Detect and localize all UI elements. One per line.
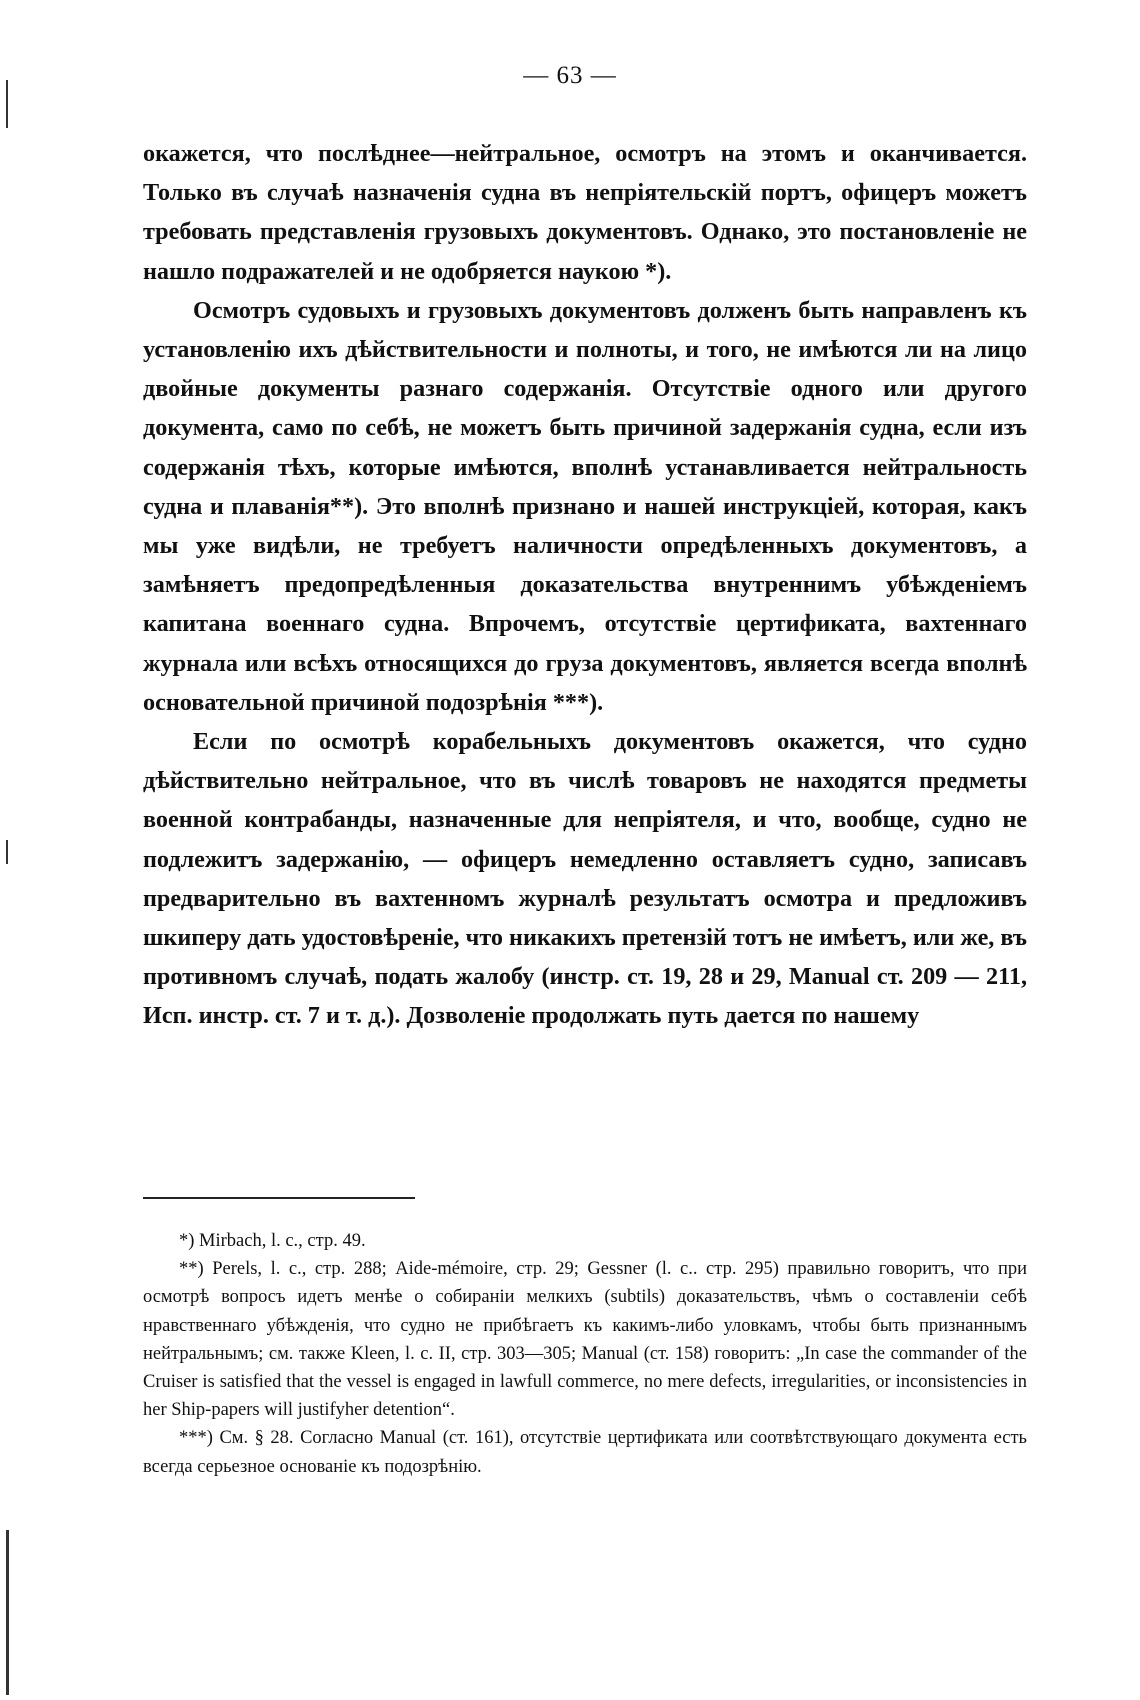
margin-scan-mark	[6, 1530, 9, 1695]
paragraph: Осмотръ судовыхъ и грузовыхъ документовъ долженъ быть направленъ къ установленію ихъ дѣйствительности и полноты, и того, не имѣются ли на лицо двойные документы разнаго содержанія. Отсутствіе одного или другого документа, само по себѣ, не можетъ быть причиной задержанія судна, если изъ содержанія тѣхъ, которые имѣются, вполнѣ устанавливается нейтральность судна и плаванія**). Это вполнѣ признано и нашей инструкціей, которая, какъ мы уже видѣли, не требуетъ наличности опредѣленныхъ документовъ, а замѣняетъ предопредѣленныя доказательства внутреннимъ убѣжденіемъ капитана военнаго судна. Впрочемъ, отсутствіе цертификата, вахтеннаго журнала или всѣхъ относящихся до груза документовъ, является всегда вполнѣ основательной причиной подозрѣнія ***).	[143, 296, 1027, 716]
footnotes	[143, 1227, 1027, 1481]
footnote-divider	[143, 1197, 415, 1199]
margin-scan-mark	[6, 80, 8, 128]
paragraph: Если по осмотрѣ корабельныхъ документовъ окажется, что судно дѣйствительно нейтральное, что въ числѣ товаровъ не находятся предметы военной контрабанды, назначенные для непріятеля, и что, вообще, судно не подлежитъ задержанію, — офицеръ немедленно оставляетъ судно, записавъ предварительно въ вахтенномъ журналѣ результатъ осмотра и предложивъ шкиперу дать удостовѣреніе, что никакихъ претензій тотъ не имѣетъ, или же, въ противномъ случаѣ, подать жалобу (инстр. ст. 19, 28 и 29, Manual ст. 209 — 211, Исп. инстр. ст. 7 и т. д.). Дозволеніе продолжать путь дается по нашему	[143, 728, 1027, 1030]
paragraph: окажется, что послѣднее—нейтральное, осмотръ на этомъ и оканчивается. Только въ случаѣ назначенія судна въ непріятельскій портъ, офицеръ можетъ требовать представленія грузовыхъ документовъ. Однако, это постановленіе не нашло подражателей и не одобряется наукою *).	[143, 140, 1027, 285]
main-text	[143, 134, 1027, 1036]
footnote: *) Mirbach, l. c., стр. 49.	[179, 1231, 366, 1251]
footnote: ***) См. § 28. Согласно Manual (ст. 161), отсутствіе цертификата или соотвѣтствующаго документа есть всегда серьезное основаніе къ подозрѣнію.	[143, 1428, 1027, 1477]
footnote: **) Perels, l. c., стр. 288; Aide-mémoire, стр. 29; Gessner (l. c.. стр. 295) правильно говоритъ, что при осмотрѣ вопросъ идетъ менѣе о собираніи мелкихъ (subtils) доказательствъ, чѣмъ о составленіи себѣ нравственнаго убѣжденія, что судно не прибѣгаетъ къ какимъ-либо уловкамъ, чтобы быть признаннымъ нейтральнымъ; см. также Kleen, l. c. II, стр. 303—305; Manual (ст. 158) говоритъ: „In case the commander of the Cruiser is satisfied that the vessel is engaged in lawfull commerce, no mere defects, irregularities, or inconsistencies in her Ship-papers will justifyher detention“.	[143, 1259, 1027, 1421]
margin-scan-mark	[6, 840, 8, 864]
page-number: — 63 —	[523, 62, 617, 89]
